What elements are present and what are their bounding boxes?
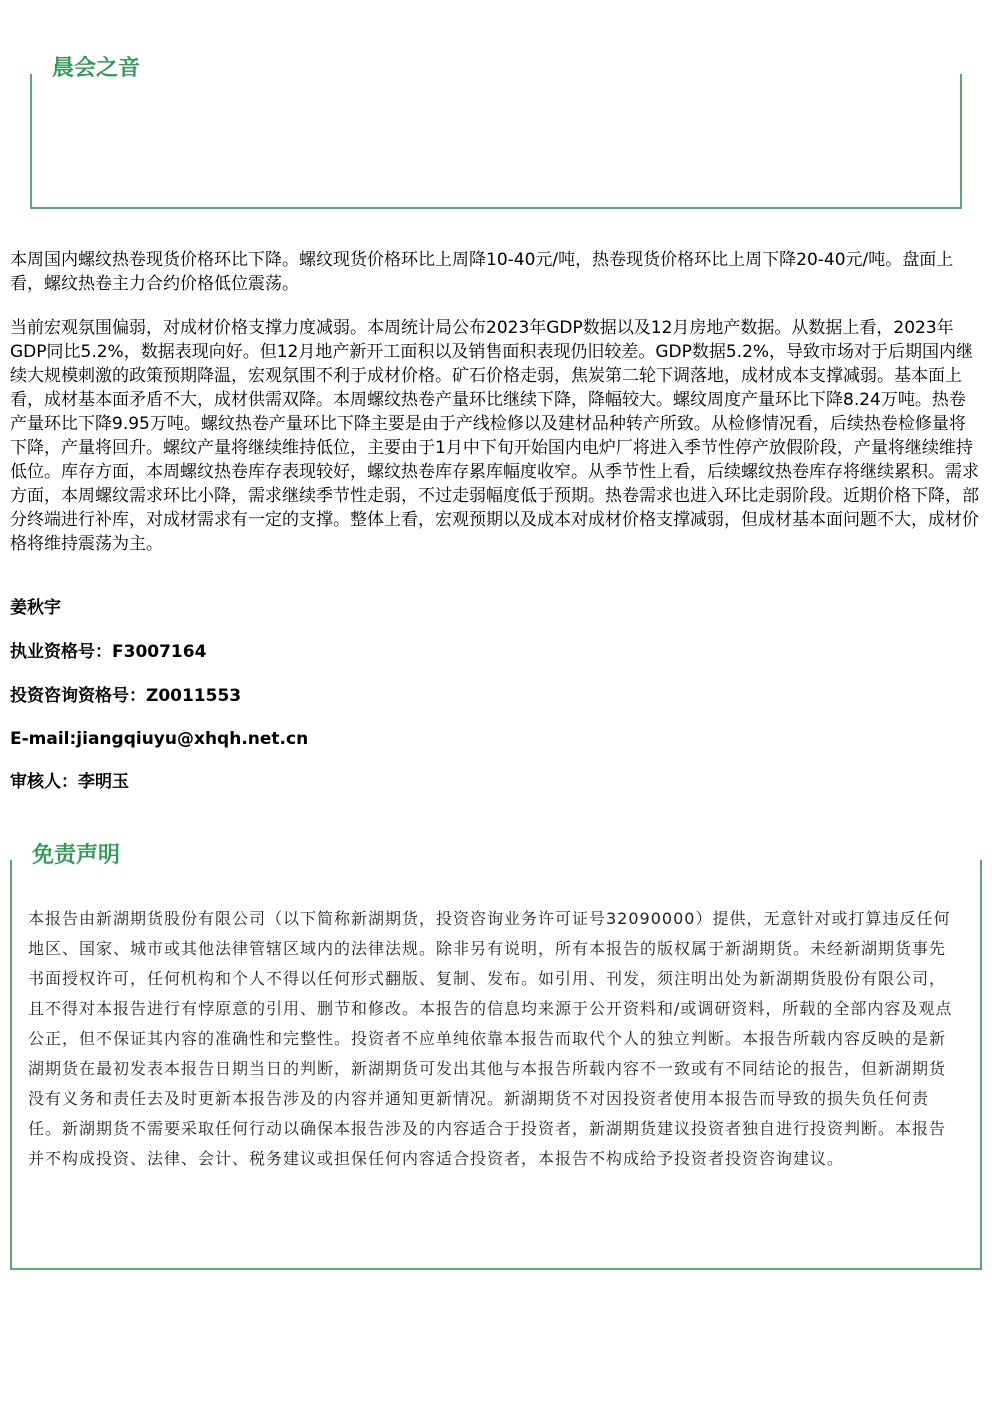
- report-paragraph-2: 当前宏观氛围偏弱，对成材价格支撑力度减弱。本周统计局公布2023年GDP数据以及12月房地产数据。从数据上看，2023年GDP同比5.2%，数据表现向好。但12月地产新开工面积以及销售面积表现仍旧较差。GDP数据5.2%，导致市场对于后期国内继续大规模刺激的政策预期降温，宏观氛围不利于成材价格。矿石价格走弱，焦炭第二轮下调落地，成材成本支撑减弱。基本面上看，成材基本面矛盾不大，成材供需双降。本周螺纹热卷产量环比继续下降，降幅较大。螺纹周度产量环比下降8.24万吨。热卷产量环比下降9.95万吨。螺纹热卷产量环比下降主要是由于产线检修以及建材品种转产所致。从检修情况看，后续热卷检修量将下降，产量将回升。螺纹产量将继续维持低位，主要由于1月中下旬开始国内电炉厂将进入季节性停产放假阶段，产量将继续维持低位。库存方面，本周螺纹热卷库存表现较好，螺纹热卷库存累库幅度收窄。从季节性上看，后续螺纹热卷库存将继续累积。需求方面，本周螺纹需求环比小降，需求继续季节性走弱，不过走弱幅度低于预期。热卷需求也进入环比走弱阶段。近期价格下降，部分终端进行补库，对成材需求有一定的支撑。整体上看，宏观预期以及成本对成材价格支撑减弱，但成材基本面问题不大，成材价格将维持震荡为主。: [10, 318, 979, 554]
- author-consult-number: 投资咨询资格号：Z0011553: [10, 686, 242, 706]
- author-name: 姜秋宇: [10, 598, 61, 618]
- author-license-number: 执业资格号：F3007164: [10, 642, 207, 662]
- disclaimer-title: 免责声明: [26, 841, 126, 871]
- reviewer-name: 审核人：李明玉: [10, 772, 129, 792]
- disclaimer-text: 本报告由新湖期货股份有限公司（以下简称新湖期货，投资咨询业务许可证号32090000）提供，无意针对或打算违反任何地区、国家、城市或其他法律管辖区域内的法律法规。除非另有说明，所有本报告的版权属于新湖期货。未经新湖期货事先书面授权许可，任何机构和个人不得以任何形式翻版、复制、发布。如引用、刊发，须注明出处为新湖期货股份有限公司，且不得对本报告进行有悖原意的引用、删节和修改。本报告的信息均来源于公开资料和/或调研资料，所载的全部内容及观点公正，但不保证其内容的准确性和完整性。投资者不应单纯依靠本报告而取代个人的独立判断。本报告所载内容反映的是新湖期货在最初发表本报告日期当日的判断，新湖期货可发出其他与本报告所载内容不一致或有不同结论的报告，但新湖期货没有义务和责任去及时更新本报告涉及的内容并通知更新情况。新湖期货不对因投资者使用本报告而导致的损失负任何责任。新湖期货不需要采取任何行动以确保本报告涉及的内容适合于投资者，新湖期货建议投资者独自进行投资判断。本报告并不构成投资、法律、会计、税务建议或担保任何内容适合投资者，本报告不构成给予投资者投资咨询建议。: [28, 909, 953, 1168]
- morning-section-title: 晨会之音: [46, 54, 146, 84]
- author-email: E-mail:jiangqiuyu@xhqh.net.cn: [10, 729, 309, 749]
- morning-section-box: [30, 74, 962, 209]
- report-paragraph-1: 本周国内螺纹热卷现货价格环比下降。螺纹现货价格环比上周降10-40元/吨，热卷现货价格环比上周下降20-40元/吨。盘面上看，螺纹热卷主力合约价格低位震荡。: [10, 250, 954, 294]
